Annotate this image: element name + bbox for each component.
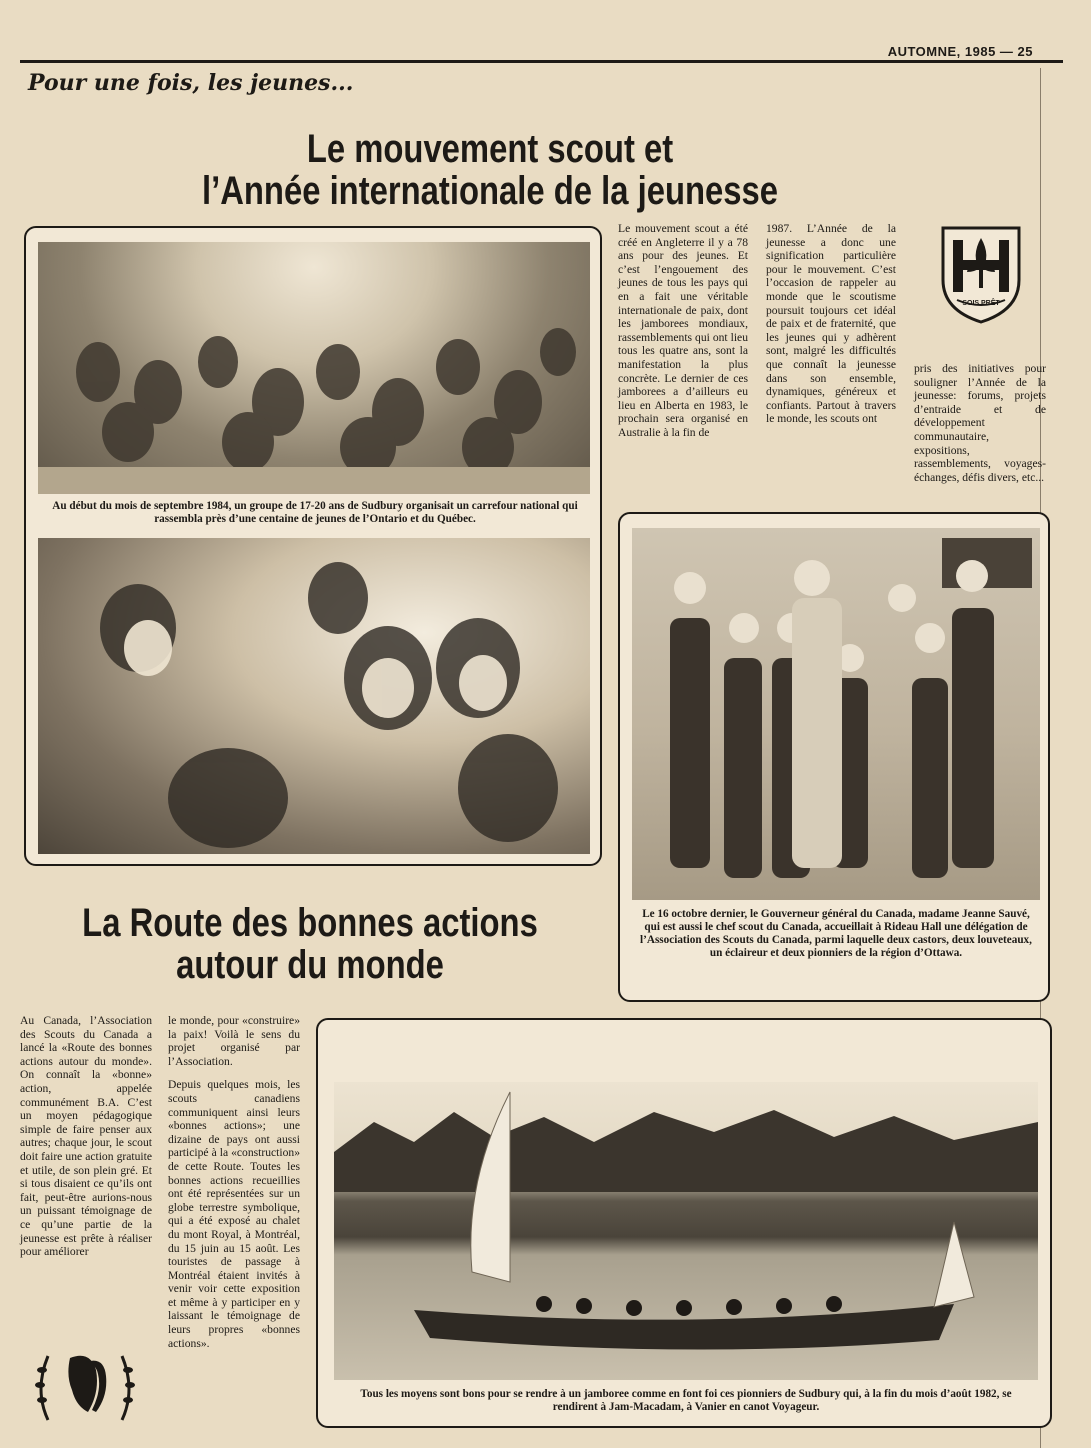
article2-paragraph: le monde, pour «construire» la paix! Voilà le sens du projet organisé par l’Association. (168, 1014, 300, 1068)
article1-column-3: pris des initiatives pour souligner l’Année de la jeunesse: forums, projets d’entraide et de développement communautaire, expositions, rassemblements, voyages-échanges, défis divers, etc... (914, 362, 1046, 484)
scout-emblem (935, 222, 1027, 324)
photo-voyageur-canoe (334, 1082, 1038, 1380)
article2-column-1: Au Canada, l’Association des Scouts du Canada a lancé la «Route des bonnes actions autour du monde». On connaît la «bonne» action, appelée communément B.A. C’est un moyen pédagogique simple de faire penser aux autres; chaque jour, le scout doit faire une action gratuite et utile, de son plein gré. Et si tous disaient ce qu’ils ont fait, peut-être aurions-nous un puissant témoignage de ce qu’une partie de la jeunesse est prête à réaliser pour améliorer (20, 1014, 152, 1259)
headline-line: l’Année internationale de la jeunesse (201, 169, 778, 213)
youth-illustration (38, 538, 590, 854)
photo-frame-rideau-hall (618, 512, 1050, 1002)
iyy-emblem (30, 1340, 140, 1430)
scout-motto: SOIS PRÊT (962, 300, 1000, 307)
section-title: Pour une fois, les jeunes... (28, 70, 354, 96)
delegation-illustration (632, 528, 1040, 900)
youth-year-emblem-icon (30, 1340, 140, 1430)
photo-group-sitting (38, 242, 590, 494)
article1-column-1: Le mouvement scout a été créé en Angleterre il y a 78 ans pour des jeunes. Et c’est l’engouement des jeunes de tous les pays qui en a fait une véritable internationale de paix, dont les jamborees mondiaux, rassemblements qui ont lieu tous les quatre ans, sont la manifestation la plus concrète. Le dernier de ces jamborees a d’ailleurs eu lieu en Alberta en 1983, le prochain sera organisé en Australie à la fin de (618, 222, 748, 439)
headline-line: autour du monde (176, 943, 444, 987)
issue-date-page: AUTOMNE, 1985 — 25 (887, 44, 1033, 59)
fleur-de-lis-icon (935, 222, 1027, 324)
photo-youth-closeup (38, 538, 590, 854)
canoe-illustration (334, 1082, 1038, 1380)
headline-line: La Route des bonnes actions (82, 901, 538, 945)
crowd-illustration (38, 242, 590, 494)
article2-paragraph: Depuis quelques mois, les scouts canadiens communiquent ainsi leurs «bonnes actions»; une dizaine de pays ont aussi participé à la «construction» de cette Route. Toutes les bonnes actions recueillies ont été représentées sur un globe terrestre symbolique, qui a été exposé au chalet du mont Royal, à Montréal, du 15 juin au 15 août. Les touristes de passage à Montréal étaient invités à venir voir cette exposition et même à y participer en y laissant le témoignage de leurs propres «bonnes actions». (168, 1078, 300, 1350)
photo-frame-carrefour (24, 226, 602, 866)
headline-scout-movement (187, 128, 794, 212)
caption-carrefour: Au début du mois de septembre 1984, un groupe de 17-20 ans de Sudbury organisait un carrefour national qui rassembla près d’une centaine de jeunes de l’Ontario et du Québec. (52, 500, 578, 525)
top-rule (20, 60, 1063, 63)
caption-canoe: Tous les moyens sont bons pour se rendre à un jamboree comme en font foi ces pionniers de Sudbury qui, à la fin du mois d’août 1982, se rendirent à Jam-Macadam, à Vanier en canot Voyageur. (360, 1388, 1012, 1413)
headline-line: Le mouvement scout et (306, 127, 674, 171)
article2-column-2 (168, 1014, 300, 1360)
photo-rideau-hall-delegation (632, 528, 1040, 900)
caption-rideau-hall: Le 16 octobre dernier, le Gouverneur général du Canada, madame Jeanne Sauvé, qui est aussi le chef scout du Canada, accueillait à Rideau Hall une délégation de l’Association des Scouts du Canada, parmi laquelle deux castors, deux louveteaux, un éclaireur et deux pionniers de la région d’Ottawa. (640, 908, 1032, 959)
photo-frame-canoe (316, 1018, 1052, 1428)
headline-good-deeds-route (56, 902, 564, 986)
article1-column-2: 1987. L’Année de la jeunesse a donc une signification particulière pour le mouvement. C’est l’occasion de rappeler au monde que le scoutisme poursuit toujours cet idéal de paix et de fraternité, que les jeunes qui y adhèrent sont, malgré les difficultés que connaît la jeunesse dans son ensemble, dynamiques, généreux et confiants. Partout à travers le monde, les scouts ont (766, 222, 896, 426)
